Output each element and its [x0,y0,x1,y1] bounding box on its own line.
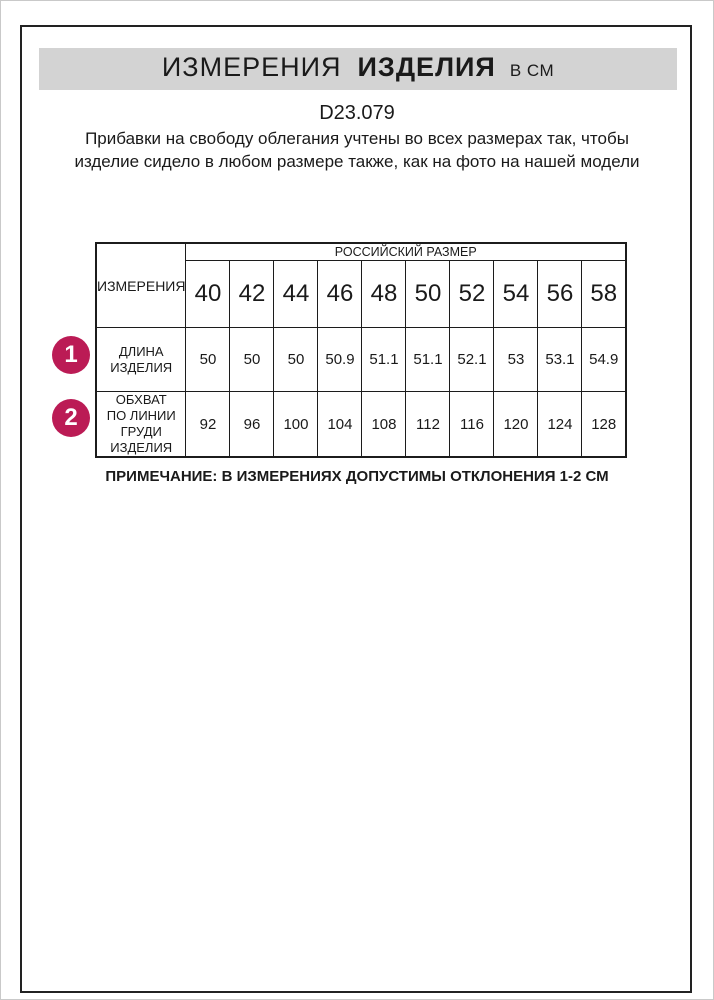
value-cell: 50.9 [318,328,362,392]
value-cell: 50 [274,328,318,392]
value-cell: 116 [450,392,494,458]
value-cell: 120 [494,392,538,458]
value-cell: 108 [362,392,406,458]
value-cell: 92 [186,392,230,458]
fit-description: Прибавки на свободу облегания учтены во всех размерах так, чтобы изделие сидело в любом размере также, как на фото на нашей модели [74,129,640,171]
size-header-cell: 46 [318,261,362,328]
title-measurements: ИЗМЕРЕНИЯ [161,52,342,82]
group-header-row [96,243,626,261]
row-label-cell [96,328,186,392]
size-header-cell: 44 [274,261,318,328]
row-label: ДЛИНА ИЗДЕЛИЯ [110,343,173,375]
measure-row [96,392,626,458]
value-cell: 52.1 [450,328,494,392]
row-label: ОБХВАТ ПО ЛИНИИ ГРУДИ ИЗДЕЛИЯ [106,392,176,455]
value-cell: 51.1 [406,328,450,392]
value-cell: 104 [318,392,362,458]
product-code: D23.079 [319,102,395,124]
title-units: В СМ [509,61,555,80]
value-cell: 50 [186,328,230,392]
size-header-cell: 50 [406,261,450,328]
value-cell: 124 [538,392,582,458]
value-cell: 53 [494,328,538,392]
title-product: ИЗДЕЛИЯ [357,52,496,82]
corner-header-cell: ИЗМЕРЕНИЯ [96,243,186,328]
value-cell: 100 [274,392,318,458]
size-header-cell: 40 [186,261,230,328]
size-group-header-cell: РОССИЙСКИЙ РАЗМЕР [186,243,626,261]
value-cell: 54.9 [582,328,626,392]
value-cell: 51.1 [362,328,406,392]
value-cell: 50 [230,328,274,392]
value-cell: 112 [406,392,450,458]
row-label-cell [96,392,186,458]
row-marker-2: 2 [52,399,90,437]
size-header-cell: 56 [538,261,582,328]
size-header-cell: 52 [450,261,494,328]
size-table [95,242,627,458]
title-bar [39,48,677,90]
size-header-cell: 42 [230,261,274,328]
size-header-cell: 48 [362,261,406,328]
size-header-cell: 54 [494,261,538,328]
measure-row [96,328,626,392]
size-header-cell: 58 [582,261,626,328]
value-cell: 53.1 [538,328,582,392]
row-marker-1: 1 [52,336,90,374]
tolerance-note: ПРИМЕЧАНИЕ: В ИЗМЕРЕНИЯХ ДОПУСТИМЫ ОТКЛОНЕНИЯ 1-2 СМ [105,468,609,485]
value-cell: 96 [230,392,274,458]
value-cell: 128 [582,392,626,458]
